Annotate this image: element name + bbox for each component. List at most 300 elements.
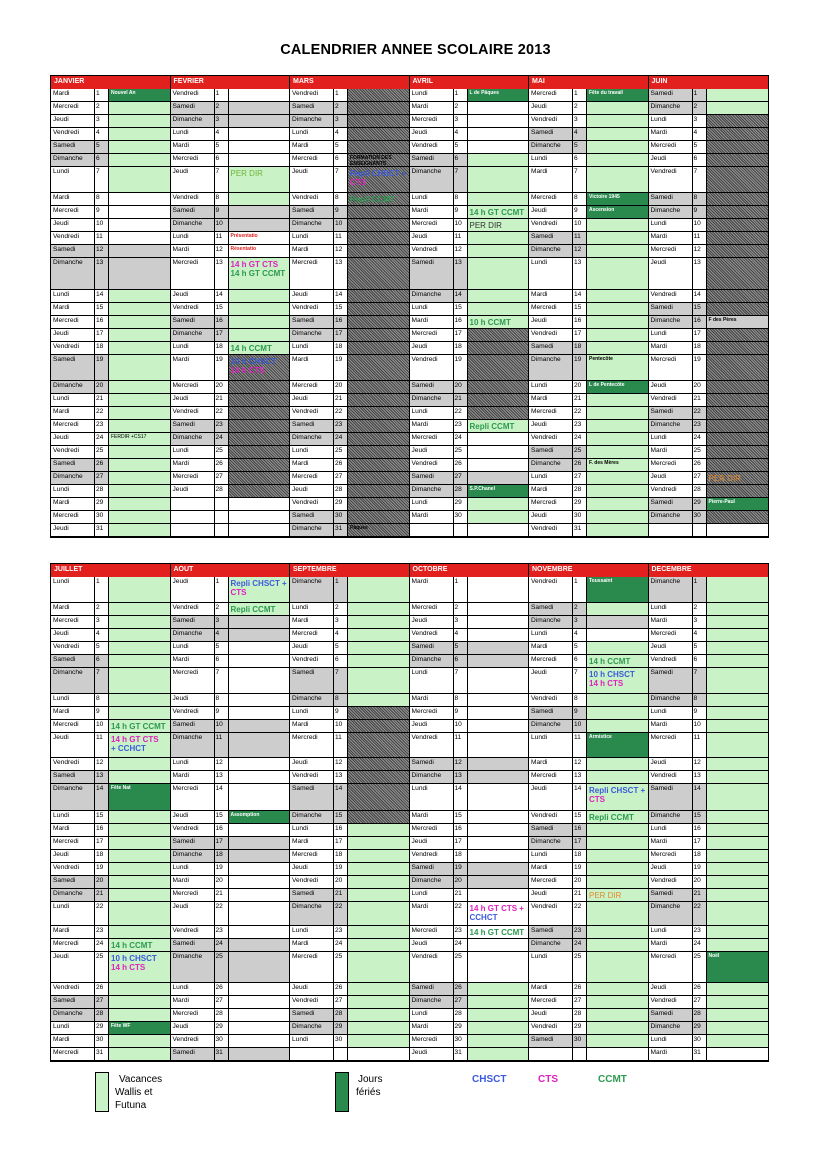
day-cell [649, 89, 769, 102]
day-number: 22 [334, 902, 348, 926]
weekday-name: Vendredi [51, 446, 95, 459]
day-number: 6 [334, 655, 348, 668]
day-number: 9 [95, 206, 109, 219]
day-number: 13 [95, 771, 109, 784]
day-event [348, 720, 409, 733]
day-cell [171, 472, 291, 485]
day-number: 15 [573, 303, 587, 316]
day-number: 21 [693, 394, 707, 407]
weekday-name: Vendredi [171, 303, 215, 316]
day-number: 3 [454, 616, 468, 629]
day-cell [51, 420, 171, 433]
day-cell [649, 616, 769, 629]
day-event [707, 128, 769, 141]
day-event [468, 355, 529, 381]
weekday-name: Jeudi [171, 394, 215, 407]
day-cell [51, 206, 171, 219]
weekday-name: Mercredi [171, 258, 215, 290]
weekday-name: Samedi [529, 232, 573, 245]
day-event [348, 258, 409, 290]
weekday-name: Lundi [649, 707, 693, 720]
day-cell [290, 850, 410, 863]
day-number: 27 [215, 472, 229, 485]
day-cell [171, 811, 291, 824]
weekday-name: Mercredi [529, 498, 573, 511]
month-header: FEVRIER [171, 76, 291, 89]
day-event [468, 89, 529, 102]
weekday-name: Mercredi [171, 889, 215, 902]
day-cell [51, 245, 171, 258]
day-cell [290, 720, 410, 733]
day-cell [290, 758, 410, 771]
day-event [109, 902, 170, 926]
weekday-name: Samedi [410, 154, 454, 167]
day-number: 4 [454, 128, 468, 141]
day-event [348, 811, 409, 824]
empty-cell [171, 498, 215, 511]
event-label: 14 h GT CCMT [111, 722, 166, 731]
event-label: Pierre-Paul [708, 499, 735, 505]
day-cell [171, 616, 291, 629]
weekday-name: Mercredi [410, 603, 454, 616]
day-cell [290, 655, 410, 668]
day-number: 23 [573, 420, 587, 433]
day-cell [410, 258, 530, 290]
day-event [468, 206, 529, 219]
day-cell [410, 141, 530, 154]
day-number: 22 [95, 902, 109, 926]
day-cell [51, 102, 171, 115]
day-cell [410, 642, 530, 655]
day-cell [51, 1009, 171, 1022]
day-event [229, 355, 290, 381]
event-label: 10 h CHSCT [111, 954, 157, 963]
weekday-name: Mercredi [649, 459, 693, 472]
day-cell [649, 876, 769, 889]
event-label: PER DIR [469, 221, 502, 230]
day-event [109, 446, 170, 459]
day-event [707, 926, 769, 939]
weekday-name: Samedi [649, 1009, 693, 1022]
weekday-name: Lundi [171, 342, 215, 355]
day-number: 3 [573, 616, 587, 629]
weekday-name: Mardi [51, 603, 95, 616]
day-event [229, 784, 290, 811]
weekday-name: Mercredi [529, 771, 573, 784]
day-event [468, 433, 529, 446]
day-event [229, 876, 290, 889]
day-cell [290, 141, 410, 154]
day-number: 13 [693, 771, 707, 784]
day-event [229, 407, 290, 420]
day-cell [529, 603, 649, 616]
day-event [587, 983, 648, 996]
day-number: 21 [334, 394, 348, 407]
weekday-name: Mercredi [290, 733, 334, 758]
event-label: L de Pentecôte [589, 382, 625, 388]
day-cell [649, 498, 769, 511]
day-cell [290, 394, 410, 407]
calendar-row [51, 926, 768, 939]
day-number: 14 [693, 784, 707, 811]
day-event [587, 694, 648, 707]
day-event [707, 193, 769, 206]
day-event [707, 983, 769, 996]
day-number: 9 [573, 206, 587, 219]
day-event [707, 629, 769, 642]
day-number: 11 [95, 232, 109, 245]
calendar-row [51, 902, 768, 926]
day-event [468, 939, 529, 952]
day-cell [410, 316, 530, 329]
empty-cell [529, 1048, 573, 1061]
day-cell [51, 694, 171, 707]
event-label: Fête WF [111, 1023, 131, 1029]
day-number: 24 [215, 433, 229, 446]
weekday-name: Samedi [51, 771, 95, 784]
day-cell [51, 219, 171, 232]
day-event [229, 446, 290, 459]
day-number: 18 [454, 342, 468, 355]
calendar-row [51, 219, 768, 232]
calendar-row [51, 629, 768, 642]
day-cell [51, 141, 171, 154]
day-event [468, 784, 529, 811]
day-number: 1 [454, 577, 468, 603]
weekday-name: Samedi [410, 758, 454, 771]
day-cell [529, 303, 649, 316]
day-number: 20 [215, 381, 229, 394]
day-event [707, 837, 769, 850]
weekday-name: Jeudi [649, 472, 693, 485]
day-cell [171, 983, 291, 996]
empty-cell [334, 1048, 348, 1061]
day-cell [410, 811, 530, 824]
day-event [468, 720, 529, 733]
day-cell [171, 459, 291, 472]
day-cell [410, 446, 530, 459]
day-cell [290, 219, 410, 232]
day-number: 26 [215, 983, 229, 996]
day-cell [649, 758, 769, 771]
day-cell [410, 355, 530, 381]
weekday-name: Lundi [290, 232, 334, 245]
day-cell [649, 355, 769, 381]
day-event [109, 837, 170, 850]
day-number: 1 [693, 89, 707, 102]
weekday-name: Samedi [529, 446, 573, 459]
day-number: 30 [573, 1035, 587, 1048]
day-event [468, 952, 529, 983]
weekday-name: Samedi [290, 1009, 334, 1022]
weekday-name: Lundi [171, 983, 215, 996]
day-number: 24 [334, 939, 348, 952]
calendar-row [51, 329, 768, 342]
day-number: 12 [573, 245, 587, 258]
weekday-name: Dimanche [290, 1022, 334, 1035]
weekday-name: Lundi [51, 694, 95, 707]
weekday-name: Vendredi [410, 629, 454, 642]
weekday-name: Dimanche [290, 902, 334, 926]
day-number: 17 [573, 329, 587, 342]
day-event [348, 952, 409, 983]
weekday-name: Mercredi [51, 616, 95, 629]
calendar-row [51, 837, 768, 850]
calendar-row [51, 655, 768, 668]
day-event [468, 154, 529, 167]
day-event [348, 939, 409, 952]
weekday-name: Dimanche [51, 381, 95, 394]
day-number: 13 [573, 771, 587, 784]
weekday-name: Mercredi [171, 472, 215, 485]
weekday-name: Mardi [51, 498, 95, 511]
day-number: 3 [693, 115, 707, 128]
day-number: 8 [215, 694, 229, 707]
day-cell [410, 1009, 530, 1022]
event-label: Ascension [589, 207, 615, 213]
weekday-name: Jeudi [290, 863, 334, 876]
day-event [348, 128, 409, 141]
weekday-name: Dimanche [529, 245, 573, 258]
empty-cell [649, 524, 693, 537]
day-event [468, 668, 529, 694]
day-event [229, 939, 290, 952]
day-number: 2 [573, 102, 587, 115]
day-cell [171, 329, 291, 342]
day-event [468, 420, 529, 433]
day-cell [51, 902, 171, 926]
calendar-row [51, 889, 768, 902]
day-number: 24 [573, 433, 587, 446]
day-cell [290, 983, 410, 996]
event-label: 14 h GT CCMT [469, 928, 525, 937]
weekday-name: Mercredi [410, 824, 454, 837]
weekday-name: Vendredi [290, 407, 334, 420]
day-event [707, 707, 769, 720]
day-event [229, 342, 290, 355]
day-event [707, 206, 769, 219]
weekday-name: Mardi [410, 902, 454, 926]
day-number: 22 [693, 902, 707, 926]
legend-cts: CTS [538, 1074, 558, 1085]
weekday-name: Vendredi [410, 355, 454, 381]
weekday-name: Samedi [410, 983, 454, 996]
day-event [707, 1022, 769, 1035]
day-number: 15 [95, 303, 109, 316]
day-number: 19 [95, 863, 109, 876]
weekday-name: Lundi [649, 603, 693, 616]
weekday-name: Dimanche [649, 316, 693, 329]
weekday-name: Dimanche [649, 577, 693, 603]
day-number: 15 [334, 811, 348, 824]
weekday-name: Mardi [529, 983, 573, 996]
weekday-name: Vendredi [410, 952, 454, 983]
calendar-second-half [50, 563, 769, 1062]
day-event [468, 902, 529, 926]
legend-chsct: CHSCT [472, 1074, 507, 1085]
day-number: 2 [334, 102, 348, 115]
day-event [229, 694, 290, 707]
day-event [348, 193, 409, 206]
day-event [707, 511, 769, 524]
weekday-name: Mardi [290, 141, 334, 154]
day-cell [649, 316, 769, 329]
weekday-name: Jeudi [51, 524, 95, 537]
weekday-name: Lundi [410, 303, 454, 316]
event-label: 10 h CHSCT [589, 670, 635, 679]
weekday-name: Vendredi [529, 219, 573, 232]
weekday-name: Lundi [529, 472, 573, 485]
day-cell [290, 381, 410, 394]
day-cell [649, 902, 769, 926]
weekday-name: Vendredi [529, 1022, 573, 1035]
day-cell [410, 771, 530, 784]
event-label: 14 h CCMT [589, 657, 631, 666]
day-event [468, 876, 529, 889]
weekday-name: Mardi [171, 141, 215, 154]
day-event [109, 258, 170, 290]
calendar-row [51, 863, 768, 876]
day-event [229, 1009, 290, 1022]
day-number: 23 [95, 926, 109, 939]
day-number: 10 [693, 720, 707, 733]
day-event [109, 1022, 170, 1035]
weekday-name: Dimanche [51, 668, 95, 694]
day-number: 30 [95, 511, 109, 524]
day-number: 10 [454, 219, 468, 232]
day-cell [171, 381, 291, 394]
day-event [587, 939, 648, 952]
day-event [707, 394, 769, 407]
day-cell [171, 1009, 291, 1022]
day-number: 28 [693, 1009, 707, 1022]
day-event [587, 1009, 648, 1022]
day-cell [51, 115, 171, 128]
day-event [707, 102, 769, 115]
day-number: 26 [95, 983, 109, 996]
day-event [468, 811, 529, 824]
day-event [468, 128, 529, 141]
weekday-name: Mardi [529, 642, 573, 655]
calendar-row [51, 603, 768, 616]
weekday-name: Lundi [529, 381, 573, 394]
day-number: 27 [334, 996, 348, 1009]
weekday-name: Jeudi [51, 115, 95, 128]
day-event [468, 863, 529, 876]
weekday-name: Vendredi [171, 603, 215, 616]
day-number: 14 [95, 784, 109, 811]
weekday-name: Dimanche [410, 996, 454, 1009]
day-number: 7 [215, 668, 229, 694]
day-number: 1 [95, 577, 109, 603]
day-number: 2 [215, 102, 229, 115]
day-event [468, 394, 529, 407]
day-cell [410, 824, 530, 837]
day-event [468, 459, 529, 472]
day-event [348, 1035, 409, 1048]
day-cell [649, 141, 769, 154]
weekday-name: Samedi [529, 824, 573, 837]
calendar-row [51, 206, 768, 219]
event-label: 14 h CTS [111, 963, 146, 973]
event-label: 14 h GT CCMT [469, 208, 525, 217]
day-event [707, 303, 769, 316]
day-event [109, 524, 170, 537]
day-cell [410, 876, 530, 889]
day-cell [529, 1022, 649, 1035]
calendar-row [51, 303, 768, 316]
day-event [587, 1035, 648, 1048]
day-cell [171, 642, 291, 655]
day-cell [410, 290, 530, 303]
day-cell [410, 720, 530, 733]
day-event [468, 616, 529, 629]
day-cell [51, 784, 171, 811]
day-cell [51, 407, 171, 420]
weekday-name: Mercredi [290, 850, 334, 863]
day-number: 17 [334, 837, 348, 850]
day-cell [51, 603, 171, 616]
day-number: 22 [334, 407, 348, 420]
day-cell [171, 824, 291, 837]
day-cell [290, 485, 410, 498]
day-event [229, 996, 290, 1009]
calendar-row [51, 876, 768, 889]
day-cell [51, 167, 171, 193]
day-event [229, 193, 290, 206]
day-number: 7 [95, 668, 109, 694]
weekday-name: Mardi [410, 206, 454, 219]
day-event [109, 193, 170, 206]
day-event [707, 811, 769, 824]
month-header: NOVEMBRE [529, 564, 649, 577]
day-event [348, 472, 409, 485]
day-event [109, 245, 170, 258]
day-event [109, 824, 170, 837]
day-cell [171, 446, 291, 459]
day-number: 10 [334, 219, 348, 232]
day-number: 30 [573, 511, 587, 524]
calendar-row [51, 1022, 768, 1035]
day-cell [171, 733, 291, 758]
weekday-name: Dimanche [649, 102, 693, 115]
day-event [348, 707, 409, 720]
day-event [229, 983, 290, 996]
day-number: 6 [693, 154, 707, 167]
day-cell [51, 811, 171, 824]
day-cell [529, 668, 649, 694]
day-event [707, 420, 769, 433]
day-cell [171, 290, 291, 303]
day-number: 9 [573, 707, 587, 720]
day-cell [51, 232, 171, 245]
weekday-name: Dimanche [529, 141, 573, 154]
day-event [587, 603, 648, 616]
day-number: 5 [454, 141, 468, 154]
day-cell [51, 1048, 171, 1061]
weekday-name: Mardi [649, 232, 693, 245]
weekday-name: Samedi [529, 926, 573, 939]
weekday-name: Lundi [51, 902, 95, 926]
event-label: CTS [350, 178, 366, 188]
day-number: 11 [573, 733, 587, 758]
day-cell [51, 983, 171, 996]
weekday-name: Mercredi [529, 407, 573, 420]
weekday-name: Lundi [51, 485, 95, 498]
weekday-name: Dimanche [529, 616, 573, 629]
day-number: 27 [215, 996, 229, 1009]
day-cell [290, 329, 410, 342]
